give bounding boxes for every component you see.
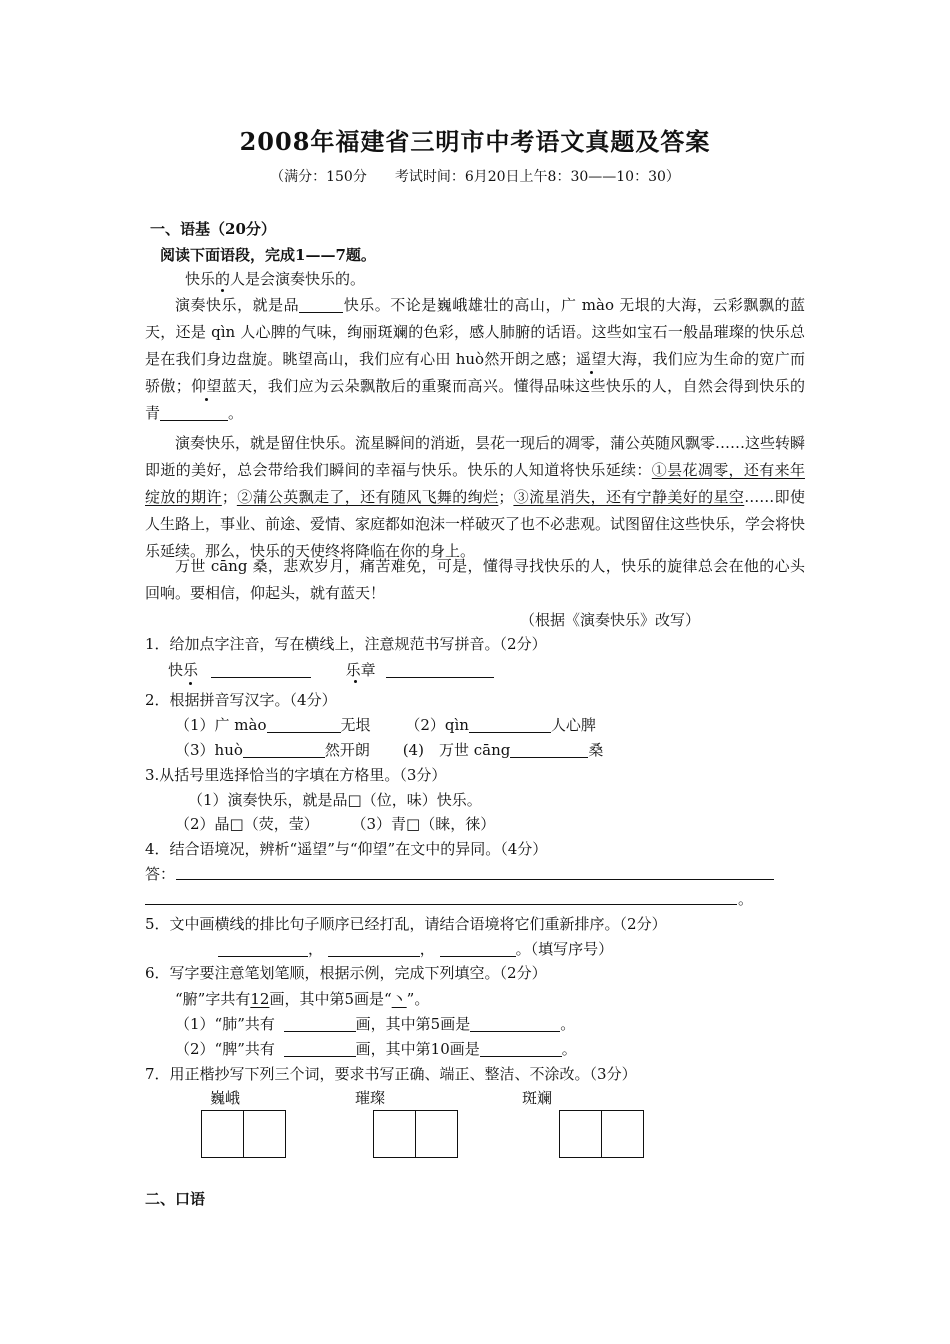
writing-box[interactable] [373, 1110, 416, 1158]
emphasis-dot [348, 659, 363, 677]
page-title: 2008年福建省三明市中考语文真题及答案 [239, 127, 711, 156]
question-6-example: “腑”字共有12画，其中第5画是“丶”。 [175, 990, 430, 1008]
question-6-item-1: （1）“肺”共有 画，其中第5画是 。 [175, 1015, 576, 1033]
answer-blank[interactable] [469, 716, 551, 733]
answer-blank[interactable] [284, 1015, 356, 1032]
answer-blank[interactable] [470, 1015, 560, 1032]
passage-title [185, 268, 365, 289]
question-5: 5．文中画横线的排比句子顺序已经打乱，请结合语境将它们重新排序。（2分） [145, 915, 667, 933]
copy-word-1: 巍峨 [210, 1089, 241, 1107]
copy-word-3: 斑斓 [522, 1089, 553, 1107]
underlined-sentence-1: ①昙花凋零，还有来年绽放的期许 [145, 461, 805, 506]
passage-paragraph-2: 演奏快乐，就是留住快乐。流星瞬间的消逝，昙花一现后的凋零，蒲公英随风飘零……这些转瞬即逝的美好，总会带给我们瞬间的幸福与快乐。快乐的人知道将快乐延续：①昙花凋零，还有来年绽放的期许；②蒲公英飘走了，还有随风飞舞的绚烂；③流星消失，还有宁静美好的星空……即使人生路上，事业、前途、爱情、家庭都如泡沫一样破灭了也不必悲观。试图留住这些快乐，学会将快乐延续。那么，快乐的天使终将降临在你的身上。 [145, 434, 806, 560]
question-3-items-2-3: （2）晶□（荧，莹） （3）青□（睐，徕） [175, 815, 496, 833]
answer-line[interactable] [145, 904, 737, 905]
section-heading-language-basics: 一、语基（20分） [150, 220, 276, 238]
question-7: 7．用正楷抄写下列三个词，要求书写正确、端正、整洁、不涂改。（3分） [145, 1065, 637, 1083]
answer-blank[interactable] [211, 661, 311, 678]
question-3-item-1: （1）演奏快乐，就是品□（位，味）快乐。 [188, 791, 482, 809]
blank-line [160, 404, 228, 421]
writing-box[interactable] [601, 1110, 644, 1158]
passage-paragraph-1: 演奏快乐，就是品 快乐。不论是巍峨雄壮的高山，广 mào 无垠的大海，云彩飘飘的蓝天，还是 qìn 人心脾的气味，绚丽斑斓的色彩，感人肺腑的话语。这些如宝石一般晶璀璨的快乐总是在我们身边盘旋。眺望高山，我们应有心田 huò然开朗之感；遥望大海，我们应为生命的宽广而骄傲；仰望蓝天，我们应为云朵飘散后的重聚而高兴。懂得品味这些快乐的人，自然会得到快乐的青 。 [145, 296, 805, 422]
exam-info: （满分：150分 考试时间：6月20日上午8：30——10：30） [270, 169, 680, 185]
reading-instruction: 阅读下面语段，完成1——7题。 [160, 246, 376, 264]
answer-end: 。 [738, 890, 754, 908]
question-6-item-2: （2）“脾”共有 画，其中第10画是 。 [175, 1040, 577, 1058]
section-heading-oral: 二、口语 [145, 1190, 206, 1208]
blank-line [299, 296, 343, 313]
writing-box[interactable] [415, 1110, 458, 1158]
answer-blank[interactable] [386, 661, 494, 678]
question-1-answers: 快乐 乐章 [168, 659, 494, 680]
dotted-word: 遥望 [575, 350, 607, 368]
question-2-row-1: （1）广 mào 无垠 （2）qìn 人心脾 [175, 716, 596, 734]
question-1: 1．给加点字注音，写在横线上，注意规范书写拼音。（2分） [145, 635, 547, 653]
answer-blank[interactable] [243, 741, 325, 758]
question-6: 6．写字要注意笔划笔顺，根据示例，完成下列填空。（2分） [145, 964, 547, 982]
question-3: 3.从括号里选择恰当的字填在方格里。（3分） [145, 766, 447, 784]
answer-line[interactable] [176, 879, 774, 880]
answer-label: 答： [145, 865, 176, 883]
answer-blank[interactable] [284, 1040, 356, 1057]
passage-paragraph-3: 万世 cāng 桑，悲欢岁月，痛苦难免，可是，懂得寻找快乐的人，快乐的旋律总会在他的心头回响。要相信，仰起头，就有蓝天！ [145, 557, 805, 602]
answer-blank[interactable] [267, 716, 341, 733]
question-5-answers: ， ， 。（填写序号） [218, 938, 613, 959]
writing-box[interactable] [559, 1110, 602, 1158]
question-2-row-2: （3）huò 然开朗 (4) 万世 cāng 桑 [175, 741, 604, 759]
answer-blank[interactable] [510, 741, 588, 758]
answer-blank[interactable] [218, 940, 308, 957]
copy-word-2: 璀璨 [355, 1089, 386, 1107]
writing-box[interactable] [201, 1110, 244, 1158]
answer-blank[interactable] [328, 940, 420, 957]
underlined-sentence-2: ②蒲公英飘走了，还有随风飞舞的绚烂 [236, 488, 499, 506]
question-2: 2．根据拼音写汉字。（4分） [145, 691, 337, 709]
underlined-sentence-3: ③流星消失，还有宁静美好的星空 [513, 488, 745, 506]
question-4: 4．结合语境况，辨析“遥望”与“仰望”在文中的异同。（4分） [145, 840, 548, 858]
passage-title-text: 快乐的人是会演奏快乐的。 [185, 270, 366, 288]
emphasis-dot [215, 268, 230, 286]
passage-source: （根据《演奏快乐》改写） [520, 611, 701, 629]
answer-blank[interactable] [440, 940, 516, 957]
dotted-word: 仰望 [190, 377, 222, 395]
writing-box[interactable] [243, 1110, 286, 1158]
answer-blank[interactable] [480, 1040, 562, 1057]
